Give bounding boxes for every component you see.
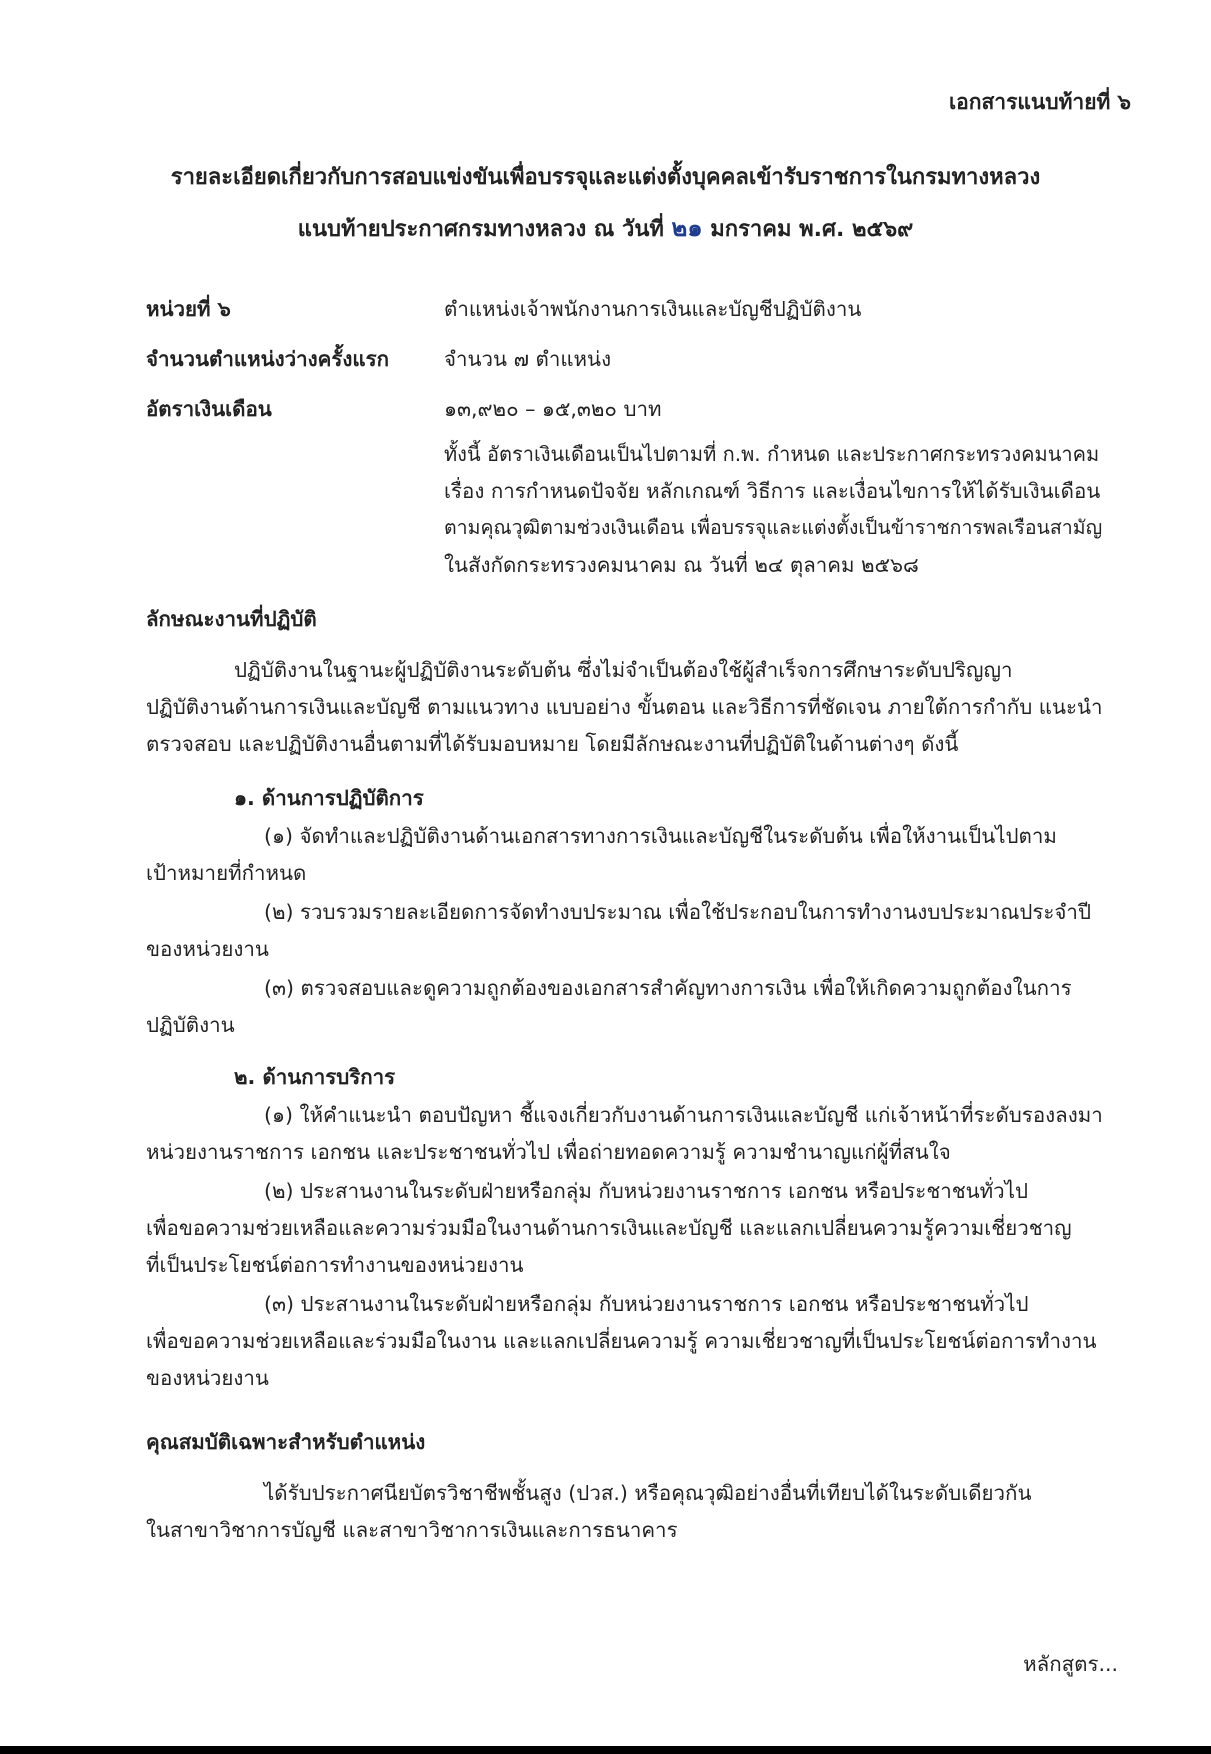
s2-item3-cont: เพื่อขอความช่วยเหลือและร่วมมือในงาน และแลกเปลี่ยนความรู้ ความเชี่ยวชาญที่เป็นประโยชน์ต่อการทำงาน — [146, 1329, 1097, 1353]
qualification-line: ในสาขาวิชาการบัญชี และสาขาวิชาการเงินและการธนาคาร — [146, 1518, 678, 1542]
duties-intro-line: ตรวจสอบ และปฏิบัติงานอื่นตามที่ได้รับมอบหมาย โดยมีลักษณะงานที่ปฏิบัติในด้านต่างๆ ดังนี้ — [146, 732, 959, 756]
title-line-1: รายละเอียดเกี่ยวกับการสอบแข่งขันเพื่อบรรจุและแต่งตั้งบุคคลเข้ารับราชการในกรมทางหลวง — [170, 165, 1041, 190]
s1-item1: (๑) จัดทำและปฏิบัติงานด้านเอกสารทางการเงินและบัญชีในระดับต้น เพื่อให้งานเป็นไปตาม — [264, 824, 1057, 848]
salary-label: อัตราเงินเดือน — [146, 397, 272, 421]
s2-item1-cont: หน่วยงานราชการ เอกชน และประชาชนทั่วไป เพื่อถ่ายทอดความรู้ ความชำนาญแก่ผู้ที่สนใจ — [146, 1140, 951, 1164]
s1-item2: (๒) รวบรวมรายละเอียดการจัดทำงบประมาณ เพื่อใช้ประกอบในการทำงานงบประมาณประจำปี — [264, 900, 1091, 924]
vacancy-value: จำนวน ๗ ตำแหน่ง — [444, 347, 612, 371]
unit-label: หน่วยที่ ๖ — [146, 297, 231, 321]
salary-note-line: เรื่อง การกำหนดปัจจัย หลักเกณฑ์ วิธีการ และเงื่อนไขการให้ได้รับเงินเดือน — [444, 479, 1101, 503]
s2-item3: (๓) ประสานงานในระดับฝ่ายหรือกลุ่ม กับหน่วยงานราชการ เอกชน หรือประชาชนทั่วไป — [264, 1292, 1029, 1316]
title-day: ๒๑ — [671, 214, 703, 242]
duties-heading: ลักษณะงานที่ปฏิบัติ — [146, 607, 317, 631]
title-date-suffix: มกราคม พ.ศ. ๒๕๖๙ — [710, 217, 914, 242]
qualification-line: ได้รับประกาศนียบัตรวิชาชีพชั้นสูง (ปวส.) หรือคุณวุฒิอย่างอื่นที่เทียบได้ในระดับเดียวกัน — [264, 1481, 1032, 1505]
section-2-heading: ๒. ด้านการบริการ — [234, 1065, 396, 1089]
continued-marker: หลักสูตร... — [1023, 1652, 1118, 1676]
s2-item1: (๑) ให้คำแนะนำ ตอบปัญหา ชี้แจงเกี่ยวกับงานด้านการเงินและบัญชี แก่เจ้าหน้าที่ระดับรองลงมา — [264, 1103, 1103, 1127]
title-line-2 — [0, 214, 1211, 244]
section-1-heading: ๑. ด้านการปฏิบัติการ — [234, 786, 424, 810]
unit-value: ตำแหน่งเจ้าพนักงานการเงินและบัญชีปฏิบัติงาน — [444, 297, 862, 321]
s1-item2-cont: ของหน่วยงาน — [146, 937, 269, 961]
scan-edge-bar — [0, 1746, 1211, 1754]
title-date-prefix: แนบท้ายประกาศกรมทางหลวง ณ วันที่ — [297, 217, 664, 242]
s2-item2: (๒) ประสานงานในระดับฝ่ายหรือกลุ่ม กับหน่วยงานราชการ เอกชน หรือประชาชนทั่วไป — [264, 1179, 1029, 1203]
s1-item1-cont: เป้าหมายที่กำหนด — [146, 861, 307, 885]
s1-item3: (๓) ตรวจสอบและดูความถูกต้องของเอกสารสำคัญทางการเงิน เพื่อให้เกิดความถูกต้องในการ — [264, 976, 1072, 1000]
s2-item2-cont: ที่เป็นประโยชน์ต่อการทำงานของหน่วยงาน — [146, 1253, 524, 1277]
vacancy-label: จำนวนตำแหน่งว่างครั้งแรก — [146, 347, 390, 371]
duties-intro-line: ปฏิบัติงานในฐานะผู้ปฏิบัติงานระดับต้น ซึ่งไม่จำเป็นต้องใช้ผู้สำเร็จการศึกษาระดับปริญญา — [234, 658, 1013, 682]
salary-note-line: ทั้งนี้ อัตราเงินเดือนเป็นไปตามที่ ก.พ. กำหนด และประกาศกระทรวงคมนาคม — [444, 442, 1100, 466]
s2-item3-cont: ของหน่วยงาน — [146, 1366, 269, 1390]
duties-intro-line: ปฏิบัติงานด้านการเงินและบัญชี ตามแนวทาง แบบอย่าง ขั้นตอน และวิธีการที่ชัดเจน ภายใต้การกำกับ แนะนำ — [146, 695, 1103, 719]
salary-note-line: ในสังกัดกระทรวงคมนาคม ณ วันที่ ๒๔ ตุลาคม ๒๕๖๘ — [444, 553, 919, 577]
salary-note-line: ตามคุณวุฒิตามช่วงเงินเดือน เพื่อบรรจุและแต่งตั้งเป็นข้าราชการพลเรือนสามัญ — [444, 516, 1103, 539]
attachment-label: เอกสารแนบท้ายที่ ๖ — [948, 90, 1131, 114]
qualification-heading: คุณสมบัติเฉพาะสำหรับตำแหน่ง — [146, 1430, 426, 1454]
salary-value: ๑๓,๙๒๐ – ๑๕,๓๒๐ บาท — [444, 397, 662, 421]
s1-item3-cont: ปฏิบัติงาน — [146, 1013, 235, 1037]
s2-item2-cont: เพื่อขอความช่วยเหลือและความร่วมมือในงานด้านการเงินและบัญชี และแลกเปลี่ยนความรู้ความเชี่ยวชาญ — [146, 1216, 1072, 1240]
